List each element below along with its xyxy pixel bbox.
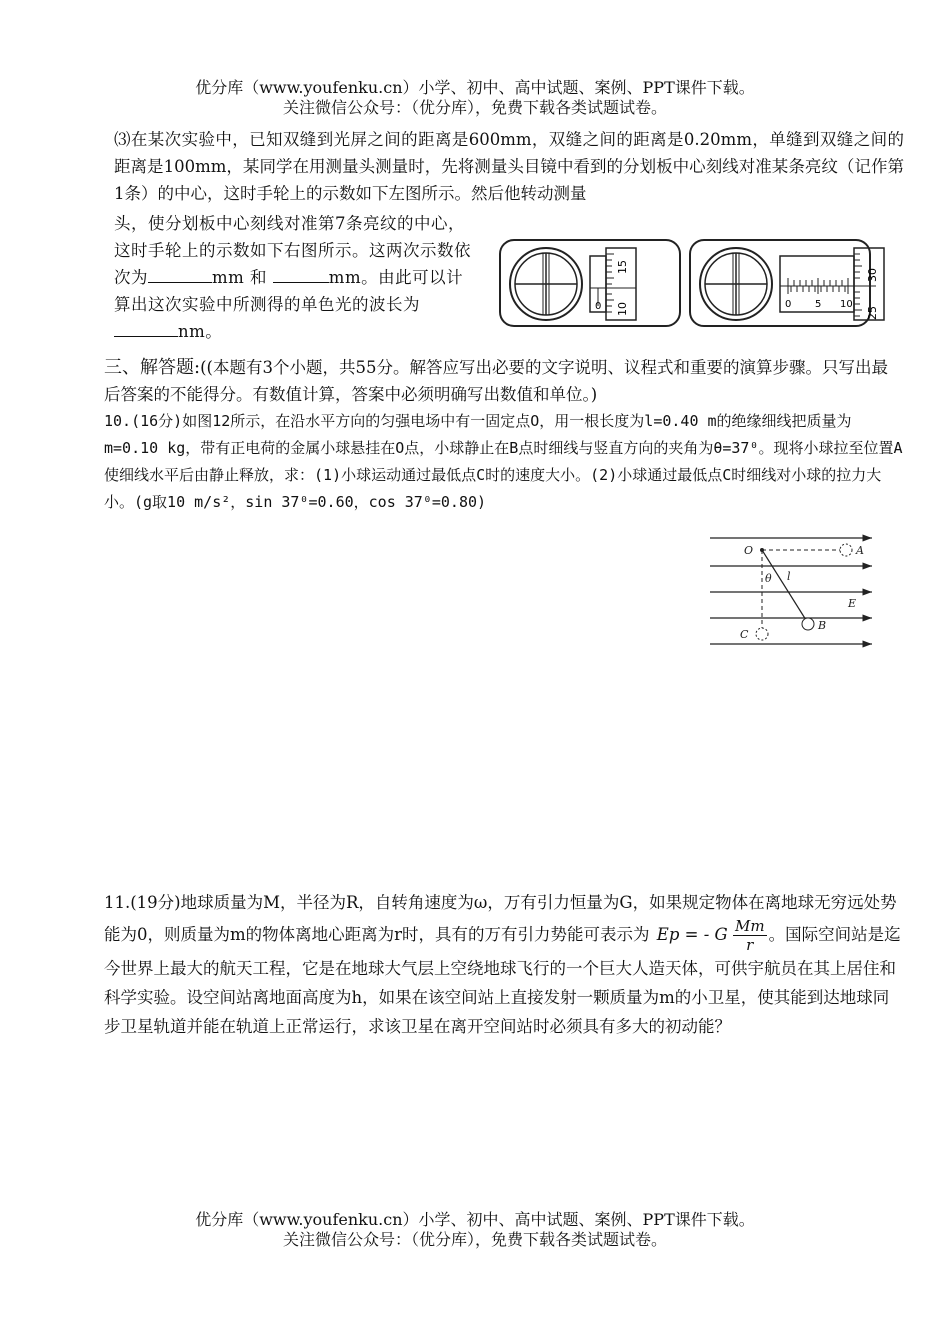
- right-scale-label-0: 0: [785, 299, 792, 310]
- label-l: l: [787, 570, 791, 583]
- q10-text: 10.(16分)如图12所示，在沿水平方向的匀强电场中有一固定点O，用一根长度为l=0.40 m的绝缘细线把质量为m=0.10 kg，带有正电荷的金属小球悬挂在O点，小球静止在B点时细线与竖直方向的夹角为θ=37⁰。现将小球拉至位置A使细线水平后由静止释放，求：(1)小球运动通过最低点C时的速度大小。(2)小球通过最低点C时细线对小球的拉力大小。(g取10 m/s²，sin 37⁰=0.60，cos 37⁰=0.80): [104, 412, 903, 511]
- label-c: C: [740, 628, 749, 641]
- q3-text-a: 头，使分划板中心刻线对准第7条亮纹的中心，这时手轮上的示数如下右图所示。这两次示数依次为: [114, 214, 471, 287]
- left-scale-label-0: 0: [595, 301, 602, 312]
- q11-text: [104, 888, 904, 1041]
- string-line: [762, 550, 806, 620]
- unit-mm-2: mm: [328, 268, 362, 287]
- q11-text-b: 。国际空间站是迄今世界上最大的航天工程，它是在地球大气层上空绕地球飞行的一个巨大人造天体，可供宇航员在其上居住和科学实验。设空间站离地面高度为h，如果在该空间站上直接发射一颗质量为m的小卫星，使其能到达地球同步卫星轨道并能在轨道上正常运行，求该卫星在离开空间站时必须具有多大的初动能？: [104, 925, 901, 1036]
- q11-text-a: 11.(19分)地球质量为M，半径为R，自转角速度为ω，万有引力恒量为G，如果规定物体在离地球无穷远处势能为0，则质量为m的物体离地心距离为r时，具有的万有引力势能可表示为: [104, 893, 897, 944]
- label-a: A: [856, 544, 864, 557]
- unit-nm: nm。: [178, 322, 223, 341]
- right-drum-label-25: 25: [866, 306, 879, 320]
- micrometer-left: [500, 240, 680, 326]
- word-and: 和: [250, 268, 268, 287]
- section-3-text: ((本题有3个小题，共55分。解答应写出必要的文字说明、议程式和重要的演算步骤。只写出最后答案的不能得分。有数值计算，答案中必须明确写出数值和单位。): [104, 358, 888, 404]
- answer-blank-2[interactable]: [273, 266, 329, 283]
- field-figure: [706, 534, 876, 650]
- q3-text-main: ⑶在某次实验中，已知双缝到光屏之间的距离是600mm，双缝之间的距离是0.20mm，单缝到双缝之间的距离是100mm，某同学在用测量头测量时，先将测量头目镜中看到的分划板中心刻线对准某条亮纹（记作第1条）的中心，这时手轮上的示数如下左图所示。然后他转动测量: [114, 130, 904, 203]
- right-scale-label-5: 5: [815, 299, 822, 310]
- right-scale-label-10: 10: [840, 299, 853, 310]
- q3-text-b: 由此可以计算出这次实验中所测得的单色光的波长为: [114, 268, 464, 314]
- footer-line-1: 优分库（www.youfenku.cn）小学、初中、高中试题、案例、PPT课件下载。: [195, 1210, 755, 1229]
- section-3: [104, 354, 904, 408]
- formula-fraction: [733, 917, 767, 954]
- footer-line-2: 关注微信公众号：（优分库），免费下载各类试题试卷。: [282, 1230, 667, 1249]
- micrometer-right: [690, 240, 884, 326]
- label-o: O: [744, 544, 754, 557]
- label-e: E: [848, 597, 857, 610]
- formula-lhs: Ep = - G: [656, 925, 728, 944]
- section-3-title: 三、解答题:: [104, 357, 201, 378]
- unit-mm-1: mm: [212, 268, 245, 287]
- label-b: B: [818, 619, 827, 632]
- ball-at-b: [802, 618, 814, 630]
- right-drum-label-30: 30: [866, 268, 879, 282]
- formula-numerator: Mm: [734, 917, 765, 935]
- q3-text-left: 头，使分划板中心刻线对准第7条亮纹的中心，这时手轮上的示数如下右图所示。这两次示数依次为 mm 和 mm。由此可以计算出这次实验中所测得的单色光的波长为nm。: [114, 214, 471, 341]
- label-theta: θ: [765, 572, 772, 585]
- answer-blank-3[interactable]: [114, 320, 178, 337]
- left-scale-label-10: 10: [616, 302, 629, 316]
- formula-denominator: r: [746, 936, 754, 954]
- header-line-1: 优分库（www.youfenku.cn）小学、初中、高中试题、案例、PPT课件下载。: [195, 78, 755, 97]
- ball-at-c: [756, 628, 768, 640]
- micrometer-figures: [498, 236, 948, 332]
- header-line-2: 关注微信公众号：（优分库），免费下载各类试题试卷。: [282, 98, 667, 117]
- potential-energy-formula: [657, 917, 767, 954]
- ball-at-a: [840, 544, 852, 556]
- point-o: [760, 548, 764, 552]
- left-scale-label-15: 15: [616, 260, 629, 274]
- answer-blank-1[interactable]: [148, 266, 212, 283]
